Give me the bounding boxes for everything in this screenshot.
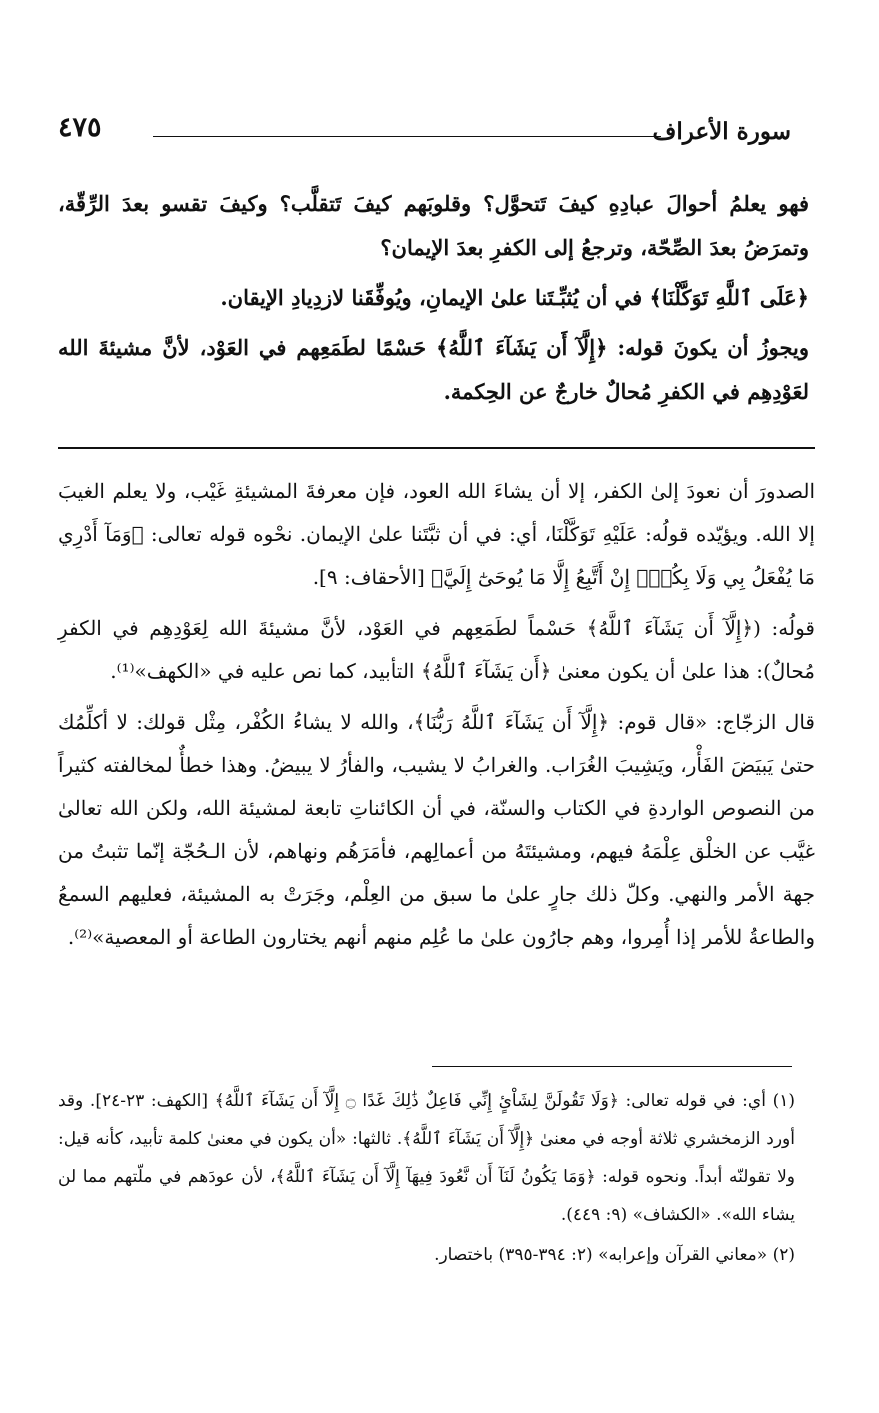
footnote-divider <box>432 1066 792 1067</box>
header-divider <box>153 136 661 137</box>
commentary-text <box>58 470 815 959</box>
commentary-paragraph-2: قولُه: (﴿إِلَّآ أَن يَشَآءَ ٱللَّهُ﴾ حَسْماً لطَمَعِهم في العَوْد، لأنَّ مشيئةَ الله لِعَوْدِهِم في الكفرِ مُحالٌ): هذا علىٰ أن يكون معنىٰ ﴿أَن يَشَآءَ ٱللَّهُ﴾ التأبيد، كما نص عليه في «الكهف»⁽¹⁾. <box>58 616 815 683</box>
footnote-1: (١) أي: في قوله تعالى: ﴿وَلَا تَقُولَنَّ لِشَاْىٍٔ إِنِّي فَاعِلٌ ذَٰلِكَ غَدًا ۝ إِلَّآ أَن يَشَآءَ ٱللَّهُ﴾ [الكهف: ٢٣-٢٤]. وقد أورد الزمخشري ثلاثة أوجه في معنىٰ ﴿إِلَّآ أَن يَشَآءَ ٱللَّهُ﴾. ثالثها: «أن يكون في معنىٰ كلمة تأبيد، كأنه قيل: ولا تقولنّه أبداً. ونحوه قوله: ﴿وَمَا يَكُونُ لَنَآ أَن نَّعُودَ فِيهَآ إِلَّآ أَن يَشَآءَ ٱللَّهُ﴾، لأن عودَهم في ملّتهم مما لن يشاء الله». «الكشاف» (٩: ٤٤٩). <box>58 1091 795 1225</box>
page-header <box>58 108 791 148</box>
page-number: ٤٧٥ <box>58 112 102 143</box>
main-paragraph-3: ويجوزُ أن يكونَ قوله: ﴿إِلَّآ أَن يَشَآءَ ٱللَّهُ﴾ حَسْمًا لطَمَعِهم في العَوْد، لأنَّ مشيئةَ الله لعَوْدِهِم في الكفرِ مُحالٌ خارجٌ عن الحِكمة. <box>58 335 809 404</box>
surah-title: سورة الأعراف <box>652 118 791 145</box>
footnotes <box>58 1082 795 1274</box>
commentary-paragraph-1: الصدورَ أن نعودَ إلىٰ الكفر، إلا أن يشاءَ الله العود، فإن معرفةَ المشيئةِ غَيْب، ولا يعلم الغيبَ إلا الله. ويؤيّده قولُه: عَلَيْهِ تَوَكَّلْنَا، أي: في أن ثبَّتَنا علىٰ الإيمان. نحْوه قوله تعالى: ﴿وَمَآ أَدْرِي مَا يُفْعَلُ بِي وَلَا بِكُمْۖ إِنْ أَتَّبِعُ إِلَّا مَا يُوحَىٰٓ إِلَيَّ﴾ [الأحقاف: ٩]. <box>58 479 815 589</box>
main-paragraph-2: ﴿عَلَى ٱللَّهِ تَوَكَّلْنَا﴾ في أن يُثبِّـتَنا علىٰ الإيمانِ، ويُوفِّقَنا لازدِيادِ الإيقان. <box>220 285 809 310</box>
main-text <box>58 182 809 414</box>
commentary-paragraph-3: قال الزجّاج: «قال قوم: ﴿إِلَّآ أَن يَشَآءَ ٱللَّهُ رَبُّنَا﴾، والله لا يشاءُ الكُفْر، مِثْل قولك: لا أكلِّمُك حتىٰ يَبيَضَ الفَأْر، ويَشِيبَ الغُرَاب. والغرابُ لا يشيب، والفأرُ لا يبيضُ. وهذا خطأٌ لمخالفته كثيراً من النصوص الواردةِ في الكتاب والسنّة، في أن الكائناتِ تابعة لمشيئة الله، ولكن الله تعالىٰ غيَّب عن الخلْق عِلْمَهُ فيهم، ومشيئتَهُ من أعمالِهم، فأمَرَهُم ونهاهم، لأن الـحُجّة إنّما تثبتُ من جهة الأمر والنهي. وكلّ ذلك جارٍ علىٰ ما سبق من العِلْم، وجَرَتْ به المشيئة، فعليهم السمعُ والطاعةُ للأمر إذا أُمِروا، وهم جارُون علىٰ ما عُلِم منهم أنهم يختارون الطاعة أو المعصية»⁽²⁾. <box>58 710 815 949</box>
main-text-divider <box>58 447 815 449</box>
footnote-2: (٢) «معاني القرآن وإعرابه» (٢: ٣٩٤-٣٩٥) باختصار. <box>434 1245 795 1265</box>
main-paragraph-1: فهو يعلمُ أحوالَ عبادِهِ كيفَ تَتحوَّل؟ وقلوبَهم كيفَ تَتقلَّب؟ وكيفَ تقسو بعدَ الرِّقّة، وتمرَضُ بعدَ الصِّحّة، وترجعُ إلى الكفرِ بعدَ الإيمان؟ <box>58 191 809 260</box>
